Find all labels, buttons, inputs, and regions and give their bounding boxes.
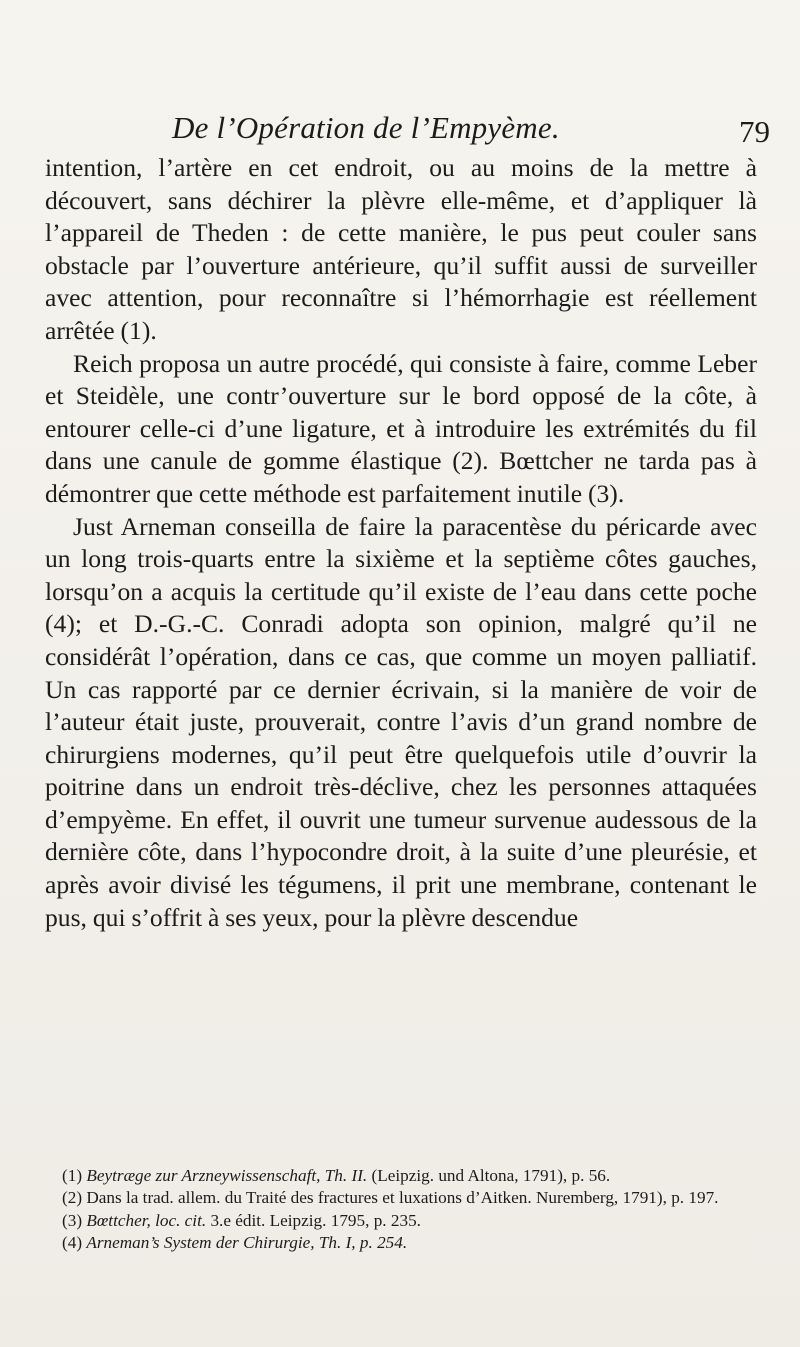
footnote-1	[62, 1165, 756, 1187]
footnote-1-place: (Leipzig. und Altona, 1791), p. 56.	[371, 1166, 611, 1185]
footnote-4-title: Arneman’s System der Chirurgie, Th. I, p. 254.	[86, 1233, 408, 1253]
page-number: 79	[739, 114, 770, 149]
body-text	[45, 152, 757, 934]
footnote-3	[62, 1210, 756, 1232]
footnote-3-ref: (3)	[62, 1210, 83, 1230]
footnote-2-text: Dans la trad. allem. du Traité des fractures et luxations d’Aitken. Nuremberg, 1791), p. 197.	[86, 1188, 719, 1208]
paragraph-2: Reich proposa un autre procédé, qui consiste à faire, comme Leber et Steidèle, une contr’ouverture sur le bord opposé de la côte, à entourer celle-ci d’une ligature, et à introduire les extrémités du fil dans une canule de gomme élastique (2). Bœttcher ne tarda pas à démontrer que cette méthode est parfaitement inutile (3).	[45, 348, 757, 508]
footnote-1-ref: (1)	[62, 1166, 83, 1185]
footnote-4	[62, 1232, 756, 1254]
paragraph-3: Just Arneman conseilla de faire la paracentèse du péricarde avec un long trois-quarts entre la sixième et la septième côtes gauches, lorsqu’on a acquis la certitude qu’il existe de l’eau dans cette poche (4); et D.-G.-C. Conradi adopta son opinion, malgré qu’il ne considérât l’opération, dans ce cas, que comme un moyen palliatif. Un cas rapporté par ce dernier écrivain, si la manière de voir de l’auteur était juste, prouverait, contre l’avis d’un grand nombre de chirurgiens modernes, qu’il peut être quelquefois utile d’ouvrir la poitrine dans un endroit très-déclive, chez les personnes attaquées d’empyème. En effet, il ouvrit une tumeur survenue audessous de la dernière côte, dans l’hypocondre droit, à la suite d’une pleurésie, et après avoir divisé les tégumens, il prit une membrane, contenant le pus, qui s’offrit à ses yeux, pour la plèvre descendue	[45, 511, 757, 932]
footnotes	[62, 1165, 756, 1255]
paragraph-1: intention, l’artère en cet endroit, ou au moins de la mettre à découvert, sans déchirer la plèvre elle-même, et d’appliquer là l’appareil de Theden : de cette manière, le pus peut couler sans obstacle par l’ouverture antérieure, qu’il suffit aussi de surveiller avec attention, pour reconnaître si l’hémorrhagie est réellement arrêtée (1).	[45, 153, 757, 345]
footnote-3-author: Bœttcher, loc. cit.	[86, 1210, 207, 1230]
footnote-1-title: Beytræge zur Arzneywissenschaft, Th. II.	[86, 1166, 368, 1185]
footnote-2-ref: (2)	[62, 1188, 83, 1208]
footnote-2	[62, 1187, 756, 1209]
running-title: De l’Opération de l’Empyème.	[172, 110, 560, 145]
footnote-4-ref: (4)	[62, 1233, 83, 1253]
footnote-3-text: 3.e édit. Leipzig. 1795, p. 235.	[210, 1210, 421, 1230]
